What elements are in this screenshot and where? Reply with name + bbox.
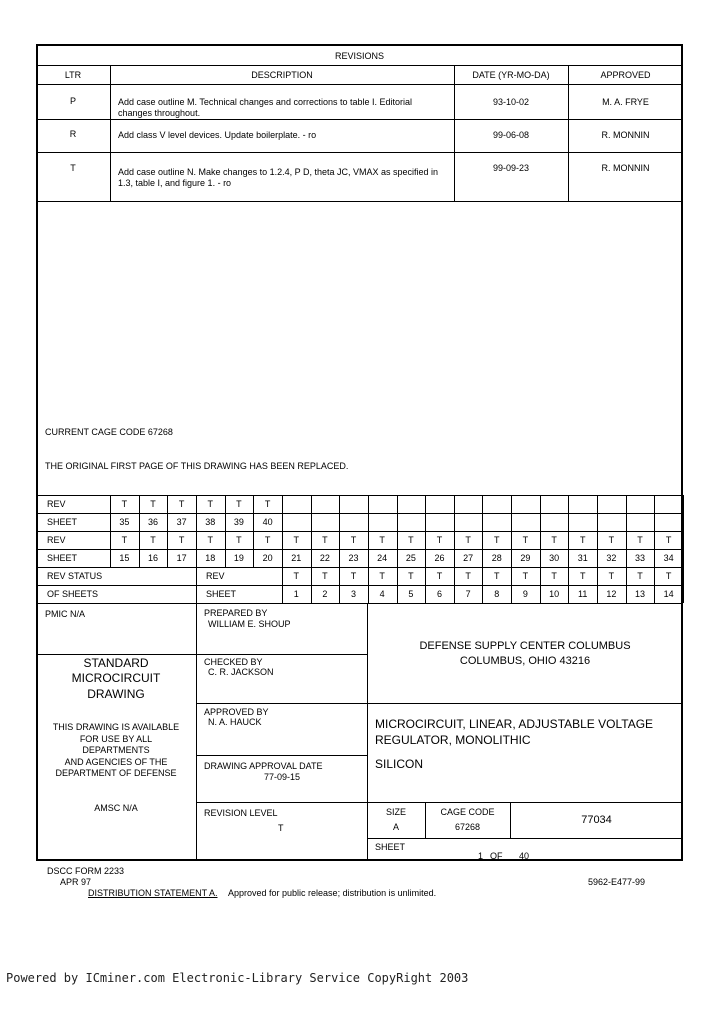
grid-rev-cell: T <box>408 571 414 581</box>
divider <box>683 567 684 603</box>
dscc-address: COLUMBUS, OHIO 43216 <box>459 655 591 667</box>
grid-sheet-cell: 26 <box>434 553 445 563</box>
rev-row-date: 99-09-23 <box>492 163 530 173</box>
grid-sheet-cell: 32 <box>606 553 617 563</box>
grid-sheet-cell: 23 <box>348 553 359 563</box>
grid-sheet-cell: 2 <box>322 589 328 599</box>
rev-sub-label: REV <box>206 571 225 581</box>
grid-sheet-cell: 9 <box>522 589 528 599</box>
rev-row-date: 93-10-02 <box>492 97 530 107</box>
rev-row-ltr: P <box>69 96 76 106</box>
availability-text: DEPARTMENT OF DEFENSE <box>55 768 177 778</box>
grid-sheet-label: SHEET <box>47 553 78 563</box>
divider <box>196 703 367 704</box>
sheet-label: SHEET <box>375 842 406 852</box>
powered-by-footer: Powered by ICminer.com Electronic-Library Service CopyRight 2003 <box>6 971 469 985</box>
divider <box>36 65 683 66</box>
amsc-label: AMSC N/A <box>94 803 138 813</box>
grid-sheet-cell: 34 <box>663 553 674 563</box>
grid-sheet-cell: 18 <box>205 553 216 563</box>
grid-sheet-cell: 5 <box>408 589 414 599</box>
grid-sheet-cell: 37 <box>176 517 187 527</box>
rev-row-ltr: R <box>69 129 77 139</box>
divider <box>36 567 683 568</box>
grid-rev-cell: T <box>465 571 471 581</box>
availability-text: DEPARTMENTS <box>82 745 150 755</box>
grid-rev-cell: T <box>608 571 615 581</box>
grid-sheet-cell: 27 <box>463 553 474 563</box>
divider <box>367 838 683 839</box>
grid-sheet-cell: 20 <box>262 553 273 563</box>
prepared-by-label: PREPARED BY <box>204 608 268 618</box>
grid-rev-cell: T <box>608 535 615 545</box>
drawing-title: DRAWING <box>87 687 145 701</box>
grid-sheet-cell: 36 <box>147 517 158 527</box>
grid-rev-cell: T <box>207 499 213 509</box>
grid-rev-cell: T <box>579 535 586 545</box>
prepared-by-name: WILLIAM E. SHOUP <box>208 619 291 629</box>
grid-sheet-cell: 22 <box>319 553 330 563</box>
grid-sheet-cell: 8 <box>494 589 500 599</box>
divider <box>110 65 111 201</box>
grid-rev-cell: T <box>150 499 156 509</box>
divider <box>196 567 197 603</box>
revision-level-value: T <box>278 823 284 833</box>
grid-sheet-cell: 19 <box>233 553 244 563</box>
cage-code-label: CAGE CODE <box>440 807 495 817</box>
divider <box>36 585 683 586</box>
header-date: DATE (YR-MO-DA) <box>472 70 550 80</box>
rev-row-approved: R. MONNIN <box>601 130 650 140</box>
divider <box>196 802 683 803</box>
sheet-of: OF <box>490 851 503 861</box>
rev-row-date: 99-06-08 <box>492 130 530 140</box>
grid-rev-cell: T <box>322 571 328 581</box>
grid-sheet-cell: 14 <box>663 589 674 599</box>
form-date: APR 97 <box>60 877 92 887</box>
grid-rev-cell: T <box>436 571 443 581</box>
grid-sheet-cell: 12 <box>606 589 617 599</box>
divider <box>36 152 683 153</box>
grid-sheet-cell: 1 <box>293 589 299 599</box>
grid-rev-cell: T <box>350 535 357 545</box>
header-ltr: LTR <box>64 70 82 80</box>
grid-sheet-cell: 21 <box>291 553 302 563</box>
header-approved: APPROVED <box>600 70 651 80</box>
grid-sheet-cell: 16 <box>147 553 158 563</box>
rev-row-approved: M. A. FRYE <box>602 97 649 107</box>
availability-text: THIS DRAWING IS AVAILABLE <box>52 722 180 732</box>
rev-row-description: Add class V level devices. Update boilerplate. - ro <box>118 130 317 140</box>
availability-text: FOR USE BY ALL <box>79 734 153 744</box>
grid-sheet-cell: 40 <box>262 517 273 527</box>
cage-code-value: 67268 <box>454 822 481 832</box>
grid-rev-cell: T <box>665 535 672 545</box>
grid-rev-cell: T <box>293 571 299 581</box>
grid-rev-cell: T <box>436 535 443 545</box>
sheet-sub-label: SHEET <box>206 589 237 599</box>
distribution-statement: DISTRIBUTION STATEMENT A. <box>88 888 218 898</box>
grid-rev-cell: T <box>522 571 529 581</box>
grid-sheet-cell: 29 <box>520 553 531 563</box>
part-title: MICROCIRCUIT, LINEAR, ADJUSTABLE VOLTAGE <box>375 717 654 731</box>
rev-row-description: 1.3, table I, and figure 1. - ro <box>118 178 232 188</box>
divider <box>36 603 683 604</box>
grid-rev-cell: T <box>379 535 385 545</box>
drawing-number: 77034 <box>581 814 612 826</box>
grid-sheet-cell: 10 <box>549 589 560 599</box>
availability-text: AND AGENCIES OF THE <box>64 757 168 767</box>
divider <box>196 603 197 859</box>
grid-sheet-cell: 31 <box>577 553 588 563</box>
size-label: SIZE <box>385 807 406 817</box>
grid-sheet-cell: 38 <box>205 517 216 527</box>
grid-rev-cell: T <box>322 535 328 545</box>
divider <box>36 119 683 120</box>
part-title: REGULATOR, MONOLITHIC <box>375 733 531 747</box>
grid-rev-cell: T <box>494 535 500 545</box>
divider <box>367 703 683 704</box>
divider <box>36 531 683 532</box>
approval-date-label: DRAWING APPROVAL DATE <box>204 761 323 771</box>
rev-row-approved: R. MONNIN <box>601 163 650 173</box>
header-description: DESCRIPTION <box>251 70 313 80</box>
grid-sheet-cell: 33 <box>635 553 646 563</box>
divider <box>36 549 683 550</box>
grid-rev-cell: T <box>293 535 299 545</box>
grid-rev-cell: T <box>551 571 557 581</box>
dscc-name: DEFENSE SUPPLY CENTER COLUMBUS <box>419 640 631 652</box>
rev-status-label: REV STATUS <box>47 571 103 581</box>
grid-sheet-cell: 15 <box>119 553 130 563</box>
grid-sheet-cell: 7 <box>465 589 471 599</box>
approval-date-value: 77-09-15 <box>264 772 301 782</box>
grid-rev-cell: T <box>350 571 357 581</box>
revision-level-label: REVISION LEVEL <box>204 808 278 818</box>
cage-code-note: CURRENT CAGE CODE 67268 <box>45 427 173 437</box>
grid-rev-cell: T <box>579 571 586 581</box>
rev-row-description: changes throughout. <box>118 108 201 118</box>
grid-sheet-cell: 30 <box>549 553 560 563</box>
sheet-number: 1 <box>478 851 484 861</box>
grid-rev-cell: T <box>178 499 185 509</box>
checked-by-label: CHECKED BY <box>204 657 263 667</box>
replaced-note: THE ORIGINAL FIRST PAGE OF THIS DRAWING HAS BEEN REPLACED. <box>45 461 349 471</box>
microcircuit-title: MICROCIRCUIT <box>71 671 161 685</box>
divider <box>683 495 684 567</box>
grid-sheet-cell: 11 <box>578 589 588 599</box>
part-title: SILICON <box>375 757 424 771</box>
grid-sheet-cell: 13 <box>635 589 646 599</box>
approved-by-name: N. A. HAUCK <box>208 717 262 727</box>
divider <box>196 755 367 756</box>
grid-sheet-cell: 17 <box>176 553 187 563</box>
revisions-title: REVISIONS <box>334 51 384 61</box>
divider <box>36 201 683 202</box>
grid-rev-cell: T <box>178 535 185 545</box>
grid-sheet-cell: 25 <box>405 553 416 563</box>
grid-sheet-cell: 35 <box>119 517 130 527</box>
grid-rev-cell: T <box>637 535 643 545</box>
divider <box>36 654 196 655</box>
sheet-total: 40 <box>519 851 530 861</box>
grid-rev-cell: T <box>551 535 557 545</box>
distribution-text: Approved for public release; distribution is unlimited. <box>228 888 437 898</box>
size-value: A <box>392 822 399 832</box>
grid-rev-cell: T <box>264 499 271 509</box>
grid-rev-cell: T <box>465 535 471 545</box>
grid-rev-label: REV <box>47 535 66 545</box>
grid-sheet-cell: 6 <box>436 589 442 599</box>
grid-sheet-label: SHEET <box>47 517 78 527</box>
grid-rev-cell: T <box>637 571 643 581</box>
grid-rev-cell: T <box>408 535 414 545</box>
grid-rev-cell: T <box>121 535 128 545</box>
form-number: DSCC FORM 2233 <box>47 866 125 876</box>
grid-rev-cell: T <box>236 535 242 545</box>
grid-rev-cell: T <box>264 535 271 545</box>
grid-rev-cell: T <box>150 535 156 545</box>
approved-by-label: APPROVED BY <box>204 707 269 717</box>
divider <box>36 84 683 85</box>
rev-row-description: Add case outline M. Technical changes and corrections to table I. Editorial <box>118 97 413 107</box>
divider <box>196 654 367 655</box>
grid-rev-cell: T <box>379 571 385 581</box>
divider <box>36 513 683 514</box>
rev-row-ltr: T <box>70 163 76 173</box>
grid-rev-label: REV <box>47 499 66 509</box>
standard-title: STANDARD <box>83 656 149 670</box>
rev-row-description: Add case outline N. Make changes to 1.2.4, P D, theta JC, VMAX as specified in <box>118 167 439 177</box>
grid-rev-cell: T <box>236 499 242 509</box>
divider <box>36 495 683 496</box>
checked-by-name: C. R. JACKSON <box>208 667 274 677</box>
grid-rev-cell: T <box>522 535 529 545</box>
grid-rev-cell: T <box>494 571 500 581</box>
pmic-label: PMIC N/A <box>45 609 86 619</box>
document-number: 5962-E477-99 <box>588 877 646 887</box>
grid-sheet-cell: 4 <box>379 589 385 599</box>
grid-sheet-cell: 3 <box>351 589 357 599</box>
grid-rev-cell: T <box>121 499 128 509</box>
grid-sheet-cell: 28 <box>491 553 502 563</box>
grid-sheet-cell: 24 <box>377 553 388 563</box>
of-sheets-label: OF SHEETS <box>47 589 99 599</box>
grid-sheet-cell: 39 <box>233 517 244 527</box>
grid-rev-cell: T <box>207 535 213 545</box>
grid-rev-cell: T <box>665 571 672 581</box>
